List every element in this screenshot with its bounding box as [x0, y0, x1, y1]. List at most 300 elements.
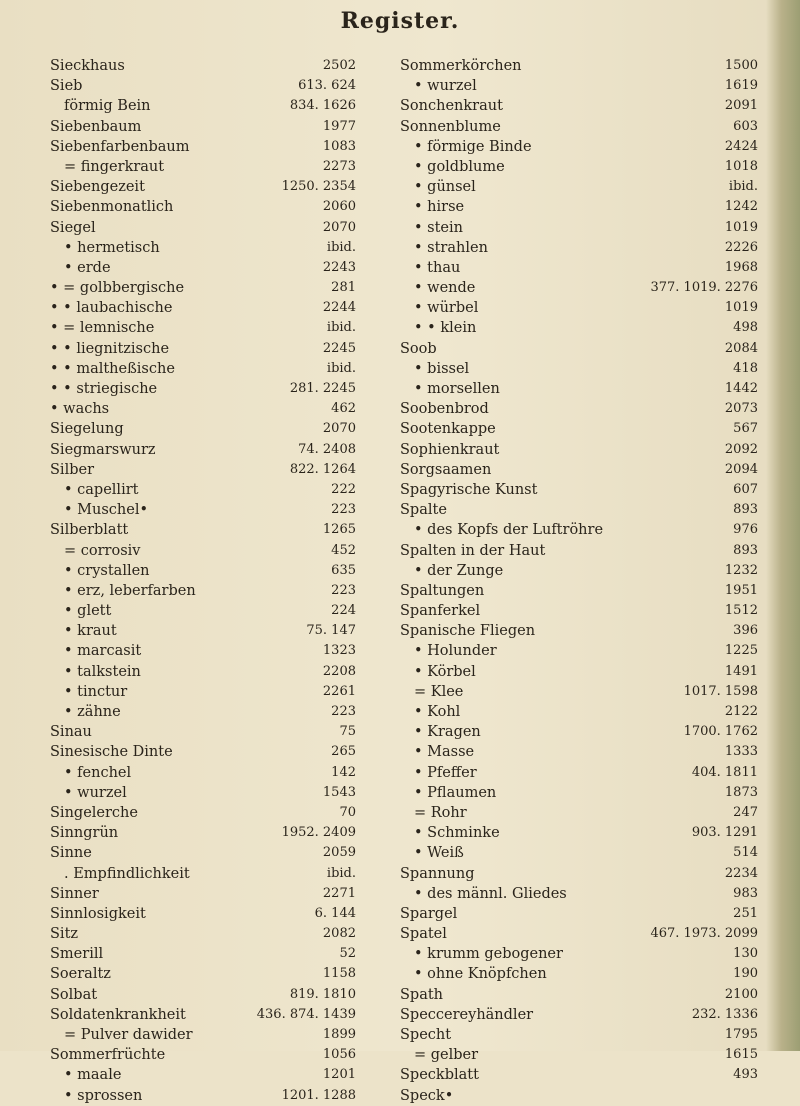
index-term: Solbat — [50, 986, 98, 1003]
index-entry — [400, 137, 758, 157]
page-reference: 1019 — [724, 300, 758, 316]
page-reference: 6. 144 — [314, 905, 356, 921]
index-entry — [50, 1025, 356, 1045]
index-term: • Holunder — [414, 643, 497, 660]
index-term: • Kohl — [414, 704, 461, 720]
index-entry — [50, 480, 356, 500]
page-reference: 893 — [733, 542, 758, 558]
page-reference: 223 — [331, 582, 356, 598]
index-entry — [400, 460, 758, 480]
index-term: Spannung — [400, 865, 475, 882]
index-entry — [50, 76, 356, 96]
page-reference: 1795 — [724, 1027, 758, 1042]
page-reference: 1232 — [724, 562, 758, 578]
index-term: Speccereyhändler — [400, 1006, 534, 1023]
index-term: Sinne — [50, 845, 92, 862]
index-term: Spargel — [400, 905, 458, 922]
index-entry — [400, 601, 758, 621]
page-reference: 130 — [733, 946, 758, 962]
page-reference: 834. 1626 — [289, 98, 356, 114]
index-entry — [50, 298, 356, 318]
page-reference: 2092 — [724, 441, 758, 457]
index-term: Siegelung — [50, 421, 124, 438]
index-entry — [400, 783, 758, 803]
page-reference: 2226 — [724, 239, 758, 255]
index-term: • Pflaumen — [414, 784, 497, 801]
index-term: • wurzel — [64, 784, 127, 801]
index-entry — [400, 803, 758, 823]
index-entry — [400, 359, 758, 379]
index-term: Sonnenblume — [400, 118, 501, 135]
index-term: • Weiß — [414, 845, 464, 862]
index-entry — [50, 520, 356, 540]
index-term: • fenchel — [64, 764, 132, 781]
page-reference: 635 — [331, 562, 356, 578]
page-reference: 75 — [339, 724, 356, 740]
page-reference: 1951 — [724, 582, 758, 598]
index-entry — [50, 359, 356, 379]
index-term: • des Kopfs der Luftröhre — [414, 522, 604, 539]
index-term: Siebenfarbenbaum — [50, 138, 190, 155]
page-reference: 2070 — [322, 421, 356, 437]
index-entry — [400, 682, 758, 702]
page-reference: 1018 — [724, 158, 758, 174]
page-reference: 983 — [733, 885, 758, 901]
page-reference: 223 — [331, 704, 356, 719]
index-term: • Schminke — [414, 825, 500, 842]
page-reference: 396 — [733, 623, 758, 639]
index-term: Sootenkappe — [400, 421, 496, 438]
index-term: Spanische Fliegen — [400, 623, 536, 640]
page-edge — [766, 0, 800, 1051]
page-reference: 603 — [733, 118, 758, 134]
page-reference: 190 — [733, 966, 758, 982]
index-entry — [400, 238, 758, 258]
page-reference: 1017. 1598 — [683, 683, 758, 699]
index-entry — [50, 621, 356, 641]
index-term: • • laubachische — [50, 300, 173, 317]
index-entry — [50, 702, 356, 722]
index-entry — [50, 742, 356, 762]
page-reference: 2059 — [322, 845, 356, 861]
page-reference: 2244 — [322, 300, 356, 316]
index-term: • marcasit — [64, 643, 142, 660]
index-term: Siebenbaum — [50, 118, 142, 135]
index-entry — [400, 318, 758, 338]
index-term: • erde — [64, 259, 111, 276]
index-entry — [400, 278, 758, 298]
page-reference: 1952. 2409 — [281, 825, 356, 841]
index-term: • sprossen — [64, 1087, 143, 1104]
page-reference: 1968 — [724, 259, 758, 275]
page-reference: 893 — [733, 502, 758, 518]
index-term: Soeraltz — [50, 966, 111, 983]
page-reference: ibid. — [326, 360, 356, 376]
page-reference: 436. 874. 1439 — [256, 1006, 356, 1022]
index-term: • goldblume — [414, 158, 505, 175]
index-entry — [50, 904, 356, 924]
index-entry — [50, 985, 356, 1005]
page-reference: 1615 — [724, 1047, 758, 1063]
index-term: Spath — [400, 986, 444, 1003]
index-entry — [400, 904, 758, 924]
left-column — [50, 56, 356, 1106]
index-term: Speckblatt — [400, 1067, 479, 1084]
page-reference: 265 — [331, 744, 356, 760]
page-reference: 2271 — [322, 885, 356, 901]
index-entry — [400, 1086, 758, 1106]
index-term: • talkstein — [64, 663, 141, 680]
index-entry — [50, 561, 356, 581]
page-reference: 251 — [733, 905, 758, 921]
index-term: Sieckhaus — [50, 58, 125, 74]
index-term: • thau — [414, 259, 461, 276]
index-entry — [400, 722, 758, 742]
index-term: Soldatenkrankheit — [50, 1006, 186, 1023]
index-entry — [400, 561, 758, 581]
index-entry — [400, 480, 758, 500]
page-reference: 462 — [331, 401, 356, 417]
page-reference: 452 — [331, 542, 356, 558]
page-reference: 567 — [733, 421, 758, 437]
index-entry — [400, 96, 758, 116]
index-term: Speck• — [400, 1087, 454, 1104]
index-term: = Rohr — [414, 804, 467, 821]
page-reference: 2070 — [322, 219, 356, 235]
index-term: Spaltungen — [400, 582, 485, 599]
page-reference: 822. 1264 — [289, 461, 356, 477]
index-term: Sommerfrüchte — [50, 1047, 166, 1064]
index-entry — [50, 1065, 356, 1085]
page-reference: 223 — [331, 502, 356, 518]
index-term: = fingerkraut — [64, 158, 165, 175]
page-reference: 1899 — [322, 1027, 356, 1042]
index-term: Sonchenkraut — [400, 98, 503, 115]
index-term: Sinngrün — [50, 825, 119, 842]
page-reference: 1700. 1762 — [683, 724, 758, 740]
page-reference: 142 — [331, 764, 356, 780]
index-term: • günsel — [414, 179, 476, 196]
index-term: Sitz — [50, 926, 79, 943]
index-entry — [50, 763, 356, 783]
index-entry — [50, 399, 356, 419]
index-entry — [400, 1025, 758, 1045]
index-term: Sinner — [50, 885, 99, 902]
page-reference: 1619 — [724, 78, 758, 94]
index-term: • • maltheßische — [50, 360, 175, 377]
index-entry — [400, 500, 758, 520]
index-entry — [400, 520, 758, 540]
index-entry — [50, 601, 356, 621]
index-entry — [400, 419, 758, 439]
page-reference: 224 — [331, 603, 356, 619]
page-reference: 281. 2245 — [289, 381, 356, 396]
index-entry — [50, 823, 356, 843]
index-entry — [400, 177, 758, 197]
page-reference: 2502 — [322, 58, 356, 73]
index-entry — [50, 500, 356, 520]
index-entry — [50, 1005, 356, 1025]
page-reference: 1500 — [724, 58, 758, 73]
index-entry — [400, 985, 758, 1005]
index-entry — [50, 379, 356, 399]
page-reference: 247 — [733, 804, 758, 820]
page-reference: 467. 1973. 2099 — [650, 926, 758, 942]
index-entry — [50, 177, 356, 197]
index-entry — [400, 621, 758, 641]
index-term: Spagyrische Kunst — [400, 481, 538, 498]
index-term: • wachs — [50, 401, 110, 418]
index-entry — [50, 783, 356, 803]
index-term: Sinnlosigkeit — [50, 905, 146, 922]
page-reference: 493 — [733, 1067, 758, 1083]
page-reference: 2122 — [724, 704, 758, 719]
page-reference: 1242 — [724, 199, 758, 215]
page-reference: 404. 1811 — [691, 764, 758, 780]
page-reference: 418 — [733, 360, 758, 376]
index-term: Soobenbrod — [400, 401, 489, 418]
index-term: = corrosiv — [64, 542, 141, 559]
page-reference: 1543 — [322, 784, 356, 800]
index-term: Siegmarswurz — [50, 441, 156, 458]
page-reference: 1977 — [322, 118, 356, 134]
index-entry — [400, 339, 758, 359]
index-term: • förmige Binde — [414, 138, 532, 155]
index-entry — [50, 56, 356, 76]
index-term: • Pfeffer — [414, 764, 477, 781]
index-entry — [50, 339, 356, 359]
index-term: • hermetisch — [64, 239, 160, 256]
index-term: • tinctur — [64, 683, 128, 700]
index-term: = Klee — [414, 683, 464, 700]
index-term: • der Zunge — [414, 562, 504, 579]
index-term: Sinesische Dinte — [50, 744, 173, 761]
index-term: • • klein — [414, 320, 477, 337]
page-reference: 2060 — [322, 199, 356, 215]
index-term: Silber — [50, 461, 95, 478]
page-reference: 70 — [339, 804, 356, 820]
index-term: Sieb — [50, 78, 83, 95]
index-entry — [400, 157, 758, 177]
index-term: • bissel — [414, 360, 470, 377]
index-term: • Kragen — [414, 724, 481, 741]
page-reference: 1225 — [724, 643, 758, 659]
index-term: • = golbbergische — [50, 280, 185, 297]
index-term: Sophienkraut — [400, 441, 500, 458]
page-reference: 2100 — [724, 986, 758, 1002]
page-reference: 1056 — [322, 1047, 356, 1063]
index-term: • • striegische — [50, 381, 158, 397]
index-term: • kraut — [64, 623, 117, 640]
page-reference: 498 — [733, 320, 758, 336]
index-entry — [400, 76, 758, 96]
index-entry — [400, 258, 758, 278]
index-entry — [50, 864, 356, 884]
page-reference: 1323 — [322, 643, 356, 659]
index-entry — [50, 843, 356, 863]
index-term: • hirse — [414, 199, 465, 216]
index-entry — [400, 1005, 758, 1025]
index-entry — [50, 318, 356, 338]
index-term: • krumm gebogener — [414, 946, 563, 963]
index-entry — [50, 117, 356, 137]
index-term: • = lemnische — [50, 320, 155, 337]
page-reference: 1083 — [322, 138, 356, 154]
index-term: Spalten in der Haut — [400, 542, 546, 559]
page-reference: 1250. 2354 — [281, 179, 356, 195]
page-reference: ibid. — [728, 179, 758, 195]
index-term: Smerill — [50, 946, 104, 963]
page-reference: 2084 — [724, 340, 758, 356]
page-reference: 2073 — [724, 401, 758, 417]
index-term: • zähne — [64, 704, 121, 720]
index-term: Siebengezeit — [50, 179, 145, 196]
page-reference: 2234 — [724, 865, 758, 881]
index-entry — [400, 864, 758, 884]
page-reference: 1873 — [724, 784, 758, 800]
index-term: Siebenmonatlich — [50, 199, 174, 216]
page-reference: 2261 — [322, 683, 356, 699]
index-entry — [50, 258, 356, 278]
page-reference: 2424 — [724, 138, 758, 154]
index-term: • würbel — [414, 300, 479, 317]
page-header: Register. — [340, 8, 460, 34]
index-entry — [50, 541, 356, 561]
index-entry — [400, 884, 758, 904]
index-entry — [50, 278, 356, 298]
index-term: • morsellen — [414, 381, 500, 397]
index-term: Sinau — [50, 724, 92, 741]
index-term: • stein — [414, 219, 463, 236]
index-term: Spanferkel — [400, 603, 481, 620]
index-term: • wende — [414, 280, 476, 297]
index-entry — [50, 662, 356, 682]
index-entry — [50, 197, 356, 217]
index-term: Soob — [400, 340, 437, 357]
index-entry — [50, 722, 356, 742]
page-reference: 613. 624 — [298, 78, 356, 94]
page-reference: 1019 — [724, 219, 758, 235]
index-entry — [50, 96, 356, 116]
index-entry — [50, 238, 356, 258]
page-reference: 2091 — [724, 98, 758, 114]
index-term: Spatel — [400, 926, 447, 943]
index-entry — [50, 682, 356, 702]
page-reference: 1201 — [322, 1067, 356, 1083]
page-reference: 2094 — [724, 461, 758, 477]
index-term: • glett — [64, 603, 112, 620]
page-reference: 1158 — [322, 966, 356, 982]
index-entry — [400, 742, 758, 762]
page-reference: 2243 — [322, 259, 356, 275]
index-term: = Pulver dawider — [64, 1027, 193, 1043]
index-entry — [400, 1045, 758, 1065]
index-term: Sorgsaamen — [400, 461, 492, 478]
page-reference: 377. 1019. 2276 — [650, 280, 758, 296]
index-term: Silberblatt — [50, 522, 129, 539]
index-term: • wurzel — [414, 78, 477, 95]
index-entry — [400, 924, 758, 944]
page-reference: 1512 — [724, 603, 758, 619]
page-reference: 819. 1810 — [289, 986, 356, 1002]
index-term: • des männl. Gliedes — [414, 885, 567, 902]
page-reference: 2208 — [322, 663, 356, 679]
index-entry — [400, 56, 758, 76]
index-entry — [50, 964, 356, 984]
page-reference: 903. 1291 — [691, 825, 758, 841]
page-reference: 2245 — [322, 340, 356, 356]
index-term: • crystallen — [64, 562, 150, 579]
index-term: • erz, leberfarben — [64, 582, 196, 599]
index-term: • Muschel• — [64, 502, 149, 519]
index-term: • Körbel — [414, 663, 476, 680]
page-reference: ibid. — [326, 865, 356, 881]
page-reference: 74. 2408 — [298, 441, 356, 457]
index-term: Specht — [400, 1027, 452, 1043]
index-term: • maale — [64, 1067, 122, 1084]
page-reference: 1491 — [724, 663, 758, 679]
index-entry — [50, 944, 356, 964]
index-entry — [400, 117, 758, 137]
index-entry — [50, 218, 356, 238]
page-reference: 976 — [733, 522, 758, 538]
index-term: Singelerche — [50, 804, 138, 821]
index-entry — [400, 399, 758, 419]
index-entry — [400, 823, 758, 843]
page-reference: 607 — [733, 481, 758, 497]
index-entry — [400, 641, 758, 661]
index-entry — [400, 218, 758, 238]
index-term: = gelber — [414, 1047, 479, 1064]
page-reference: 232. 1336 — [691, 1006, 758, 1022]
page-reference: 1442 — [724, 381, 758, 396]
index-term: Sommerkörchen — [400, 58, 522, 74]
page-reference: 281 — [331, 280, 356, 296]
index-entry — [400, 541, 758, 561]
index-term: • capellirt — [64, 481, 139, 498]
index-entry — [50, 1045, 356, 1065]
index-entry — [50, 581, 356, 601]
right-column — [400, 56, 758, 1106]
index-entry — [50, 884, 356, 904]
index-term: • Masse — [414, 744, 475, 761]
page-reference: ibid. — [326, 239, 356, 255]
page-reference: 514 — [733, 845, 758, 861]
index-entry — [50, 1086, 356, 1106]
index-entry — [400, 379, 758, 399]
index-entry — [400, 964, 758, 984]
index-entry — [400, 763, 758, 783]
index-entry — [400, 581, 758, 601]
index-entry — [50, 419, 356, 439]
index-entry — [400, 944, 758, 964]
page-reference: ibid. — [326, 320, 356, 336]
index-term: . Empfindlichkeit — [64, 865, 190, 882]
index-entry — [400, 440, 758, 460]
index-entry — [50, 803, 356, 823]
index-entry — [400, 197, 758, 217]
page-reference: 52 — [339, 946, 356, 962]
page-reference: 2273 — [322, 158, 356, 174]
page-reference: 1201. 1288 — [281, 1087, 356, 1103]
index-entry — [400, 1065, 758, 1085]
index-entry — [400, 843, 758, 863]
index-entry — [400, 702, 758, 722]
page-reference: 222 — [331, 481, 356, 497]
index-entry — [50, 924, 356, 944]
index-entry — [50, 440, 356, 460]
index-entry — [50, 157, 356, 177]
